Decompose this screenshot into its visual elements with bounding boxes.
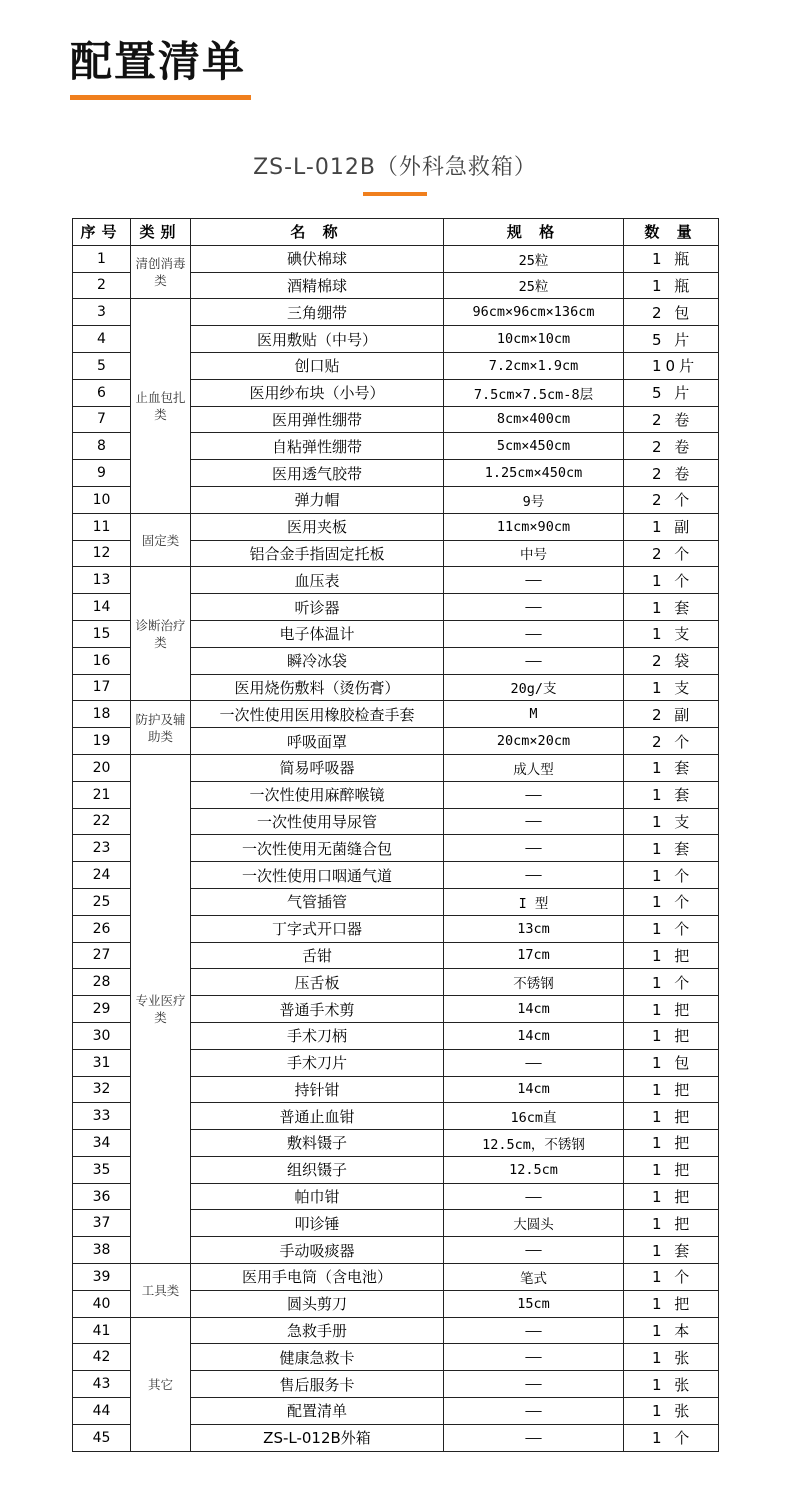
item-quantity: 2 卷 <box>624 433 719 460</box>
category-cell: 清创消毒类 <box>131 245 191 299</box>
row-number: 30 <box>73 1022 131 1049</box>
row-number: 44 <box>73 1398 131 1425</box>
table-row <box>73 754 719 781</box>
item-quantity: 1 把 <box>624 1183 719 1210</box>
row-number: 5 <box>73 352 131 379</box>
product-subtitle: ZS-L-012B（外科急救箱） <box>253 155 537 180</box>
item-spec: 中号 <box>444 540 624 567</box>
item-name: 手动吸痰器 <box>191 1237 444 1264</box>
row-number: 35 <box>73 1156 131 1183</box>
row-number: 26 <box>73 915 131 942</box>
item-spec: 17cm <box>444 942 624 969</box>
item-name: 铝合金手指固定托板 <box>191 540 444 567</box>
row-number: 25 <box>73 888 131 915</box>
item-name: 呼吸面罩 <box>191 728 444 755</box>
item-quantity: 2 包 <box>624 299 719 326</box>
item-quantity: 1 张 <box>624 1398 719 1425</box>
item-quantity: 1 把 <box>624 1210 719 1237</box>
item-name: 手术刀柄 <box>191 1022 444 1049</box>
item-quantity: 2 副 <box>624 701 719 728</box>
row-number: 31 <box>73 1049 131 1076</box>
item-spec: —— <box>444 1371 624 1398</box>
row-number: 43 <box>73 1371 131 1398</box>
row-number: 40 <box>73 1290 131 1317</box>
item-quantity: 2 袋 <box>624 647 719 674</box>
item-name: 普通止血钳 <box>191 1103 444 1130</box>
row-number: 39 <box>73 1264 131 1291</box>
table-row <box>73 1264 719 1291</box>
item-name: 一次性使用麻醉喉镜 <box>191 781 444 808</box>
item-spec: —— <box>444 781 624 808</box>
item-quantity: 1 支 <box>624 620 719 647</box>
item-quantity: 1 张 <box>624 1371 719 1398</box>
category-cell: 固定类 <box>131 513 191 567</box>
table-row <box>73 567 719 594</box>
row-number: 16 <box>73 647 131 674</box>
item-name: 弹力帽 <box>191 486 444 513</box>
row-number: 11 <box>73 513 131 540</box>
item-name: 叩诊锤 <box>191 1210 444 1237</box>
row-number: 24 <box>73 862 131 889</box>
category-cell: 防护及辅助类 <box>131 701 191 755</box>
item-quantity: 1 副 <box>624 513 719 540</box>
row-number: 9 <box>73 460 131 487</box>
item-name: 简易呼吸器 <box>191 754 444 781</box>
item-name: 医用纱布块（小号） <box>191 379 444 406</box>
item-spec: —— <box>444 647 624 674</box>
item-name: 急救手册 <box>191 1317 444 1344</box>
row-number: 29 <box>73 996 131 1023</box>
item-spec: 13cm <box>444 915 624 942</box>
item-quantity: 1 瓶 <box>624 272 719 299</box>
item-spec: 15cm <box>444 1290 624 1317</box>
title-underline <box>70 95 251 100</box>
row-number: 41 <box>73 1317 131 1344</box>
item-spec: 5cm×450cm <box>444 433 624 460</box>
item-quantity: 1 个 <box>624 969 719 996</box>
item-spec: 笔式 <box>444 1264 624 1291</box>
row-number: 42 <box>73 1344 131 1371</box>
item-quantity: 1 把 <box>624 1156 719 1183</box>
item-quantity: 1 把 <box>624 1130 719 1157</box>
item-spec: 25粒 <box>444 245 624 272</box>
row-number: 6 <box>73 379 131 406</box>
item-name: 健康急救卡 <box>191 1344 444 1371</box>
row-number: 27 <box>73 942 131 969</box>
row-number: 3 <box>73 299 131 326</box>
item-quantity: 1 个 <box>624 1424 719 1451</box>
category-cell: 止血包扎类 <box>131 299 191 513</box>
item-quantity: 1 本 <box>624 1317 719 1344</box>
row-number: 33 <box>73 1103 131 1130</box>
row-number: 10 <box>73 486 131 513</box>
item-quantity: 1 瓶 <box>624 245 719 272</box>
item-spec: —— <box>444 835 624 862</box>
category-cell: 工具类 <box>131 1264 191 1318</box>
item-spec: 14cm <box>444 1022 624 1049</box>
item-spec: 不锈钢 <box>444 969 624 996</box>
item-name: 血压表 <box>191 567 444 594</box>
item-spec: 12.5cm，不锈钢 <box>444 1130 624 1157</box>
item-quantity: 1 把 <box>624 1076 719 1103</box>
item-spec: 20g/支 <box>444 674 624 701</box>
item-quantity: 2 卷 <box>624 406 719 433</box>
item-name: 持针钳 <box>191 1076 444 1103</box>
row-number: 4 <box>73 326 131 353</box>
item-name: 一次性使用无菌缝合包 <box>191 835 444 862</box>
item-spec: 11cm×90cm <box>444 513 624 540</box>
row-number: 2 <box>73 272 131 299</box>
item-quantity: 5 片 <box>624 326 719 353</box>
row-number: 19 <box>73 728 131 755</box>
item-spec: —— <box>444 808 624 835</box>
item-quantity: 1 个 <box>624 1264 719 1291</box>
table-row <box>73 701 719 728</box>
item-name: 一次性使用口咽通气道 <box>191 862 444 889</box>
configuration-table <box>72 218 719 1452</box>
item-spec: 1.25cm×450cm <box>444 460 624 487</box>
row-number: 20 <box>73 754 131 781</box>
table-row <box>73 513 719 540</box>
item-spec: 9号 <box>444 486 624 513</box>
category-cell: 其它 <box>131 1317 191 1451</box>
item-quantity: 1 把 <box>624 996 719 1023</box>
category-cell: 专业医疗类 <box>131 754 191 1263</box>
item-spec: —— <box>444 1398 624 1425</box>
item-name: 电子体温计 <box>191 620 444 647</box>
page-title: 配置清单 <box>70 37 247 86</box>
item-name: 一次性使用医用橡胶检查手套 <box>191 701 444 728</box>
item-quantity: 1 个 <box>624 915 719 942</box>
row-number: 15 <box>73 620 131 647</box>
row-number: 14 <box>73 594 131 621</box>
item-spec: —— <box>444 567 624 594</box>
item-spec: —— <box>444 620 624 647</box>
item-spec: 20cm×20cm <box>444 728 624 755</box>
item-spec: 12.5cm <box>444 1156 624 1183</box>
row-number: 1 <box>73 245 131 272</box>
item-quantity: 1 把 <box>624 1103 719 1130</box>
column-header-quantity: 数 量 <box>624 219 719 246</box>
row-number: 37 <box>73 1210 131 1237</box>
row-number: 22 <box>73 808 131 835</box>
item-spec: —— <box>444 1344 624 1371</box>
item-name: 瞬冷冰袋 <box>191 647 444 674</box>
item-quantity: 1 把 <box>624 942 719 969</box>
item-spec: —— <box>444 594 624 621</box>
item-name: 医用敷贴（中号） <box>191 326 444 353</box>
item-spec: 8cm×400cm <box>444 406 624 433</box>
item-quantity: 1 套 <box>624 835 719 862</box>
row-number: 12 <box>73 540 131 567</box>
item-spec: —— <box>444 1424 624 1451</box>
item-name: 酒精棉球 <box>191 272 444 299</box>
row-number: 45 <box>73 1424 131 1451</box>
table-row <box>73 245 719 272</box>
item-spec: 16cm直 <box>444 1103 624 1130</box>
row-number: 21 <box>73 781 131 808</box>
table-header-row <box>73 219 719 246</box>
item-name: 创口贴 <box>191 352 444 379</box>
item-quantity: 1 套 <box>624 781 719 808</box>
item-spec: 14cm <box>444 1076 624 1103</box>
column-header-no: 序号 <box>73 219 131 246</box>
column-header-name: 名 称 <box>191 219 444 246</box>
item-name: 敷料镊子 <box>191 1130 444 1157</box>
category-cell: 诊断治疗类 <box>131 567 191 701</box>
item-spec: 10cm×10cm <box>444 326 624 353</box>
item-spec: 25粒 <box>444 272 624 299</box>
row-number: 7 <box>73 406 131 433</box>
table-row <box>73 299 719 326</box>
item-quantity: 1 个 <box>624 888 719 915</box>
item-quantity: 1 把 <box>624 1290 719 1317</box>
row-number: 13 <box>73 567 131 594</box>
item-name: 配置清单 <box>191 1398 444 1425</box>
table-body <box>73 245 719 1451</box>
item-name: 一次性使用导尿管 <box>191 808 444 835</box>
item-quantity: 1 张 <box>624 1344 719 1371</box>
item-spec: —— <box>444 862 624 889</box>
item-name: 医用手电筒（含电池） <box>191 1264 444 1291</box>
item-name: 普通手术剪 <box>191 996 444 1023</box>
item-spec: 大圆头 <box>444 1210 624 1237</box>
item-spec: 7.2cm×1.9cm <box>444 352 624 379</box>
item-spec: —— <box>444 1183 624 1210</box>
item-name: 圆头剪刀 <box>191 1290 444 1317</box>
item-quantity: 2 个 <box>624 540 719 567</box>
item-quantity: 5 片 <box>624 379 719 406</box>
item-quantity: 10片 <box>624 352 719 379</box>
item-quantity: 1 套 <box>624 594 719 621</box>
item-name: ZS-L-012B外箱 <box>191 1424 444 1451</box>
item-spec: —— <box>444 1317 624 1344</box>
item-name: 医用烧伤敷料（烫伤膏） <box>191 674 444 701</box>
item-spec: I 型 <box>444 888 624 915</box>
item-name: 气管插管 <box>191 888 444 915</box>
item-spec: —— <box>444 1237 624 1264</box>
item-name: 三角绷带 <box>191 299 444 326</box>
item-spec: M <box>444 701 624 728</box>
column-header-category: 类别 <box>131 219 191 246</box>
item-name: 医用透气胶带 <box>191 460 444 487</box>
item-spec: 7.5cm×7.5cm-8层 <box>444 379 624 406</box>
item-name: 压舌板 <box>191 969 444 996</box>
item-name: 医用夹板 <box>191 513 444 540</box>
item-spec: 14cm <box>444 996 624 1023</box>
item-spec: —— <box>444 1049 624 1076</box>
item-name: 手术刀片 <box>191 1049 444 1076</box>
item-quantity: 1 把 <box>624 1022 719 1049</box>
item-quantity: 1 个 <box>624 862 719 889</box>
row-number: 23 <box>73 835 131 862</box>
item-quantity: 1 支 <box>624 674 719 701</box>
item-quantity: 1 支 <box>624 808 719 835</box>
row-number: 38 <box>73 1237 131 1264</box>
item-quantity: 2 个 <box>624 486 719 513</box>
item-quantity: 1 套 <box>624 754 719 781</box>
row-number: 18 <box>73 701 131 728</box>
item-name: 自粘弹性绷带 <box>191 433 444 460</box>
item-name: 组织镊子 <box>191 1156 444 1183</box>
item-quantity: 2 个 <box>624 728 719 755</box>
item-quantity: 1 包 <box>624 1049 719 1076</box>
item-name: 碘伏棉球 <box>191 245 444 272</box>
item-name: 舌钳 <box>191 942 444 969</box>
row-number: 36 <box>73 1183 131 1210</box>
column-header-spec: 规 格 <box>444 219 624 246</box>
item-quantity: 1 套 <box>624 1237 719 1264</box>
item-name: 帕巾钳 <box>191 1183 444 1210</box>
item-name: 听诊器 <box>191 594 444 621</box>
item-name: 售后服务卡 <box>191 1371 444 1398</box>
item-name: 丁字式开口器 <box>191 915 444 942</box>
table-row <box>73 1317 719 1344</box>
row-number: 34 <box>73 1130 131 1157</box>
row-number: 8 <box>73 433 131 460</box>
row-number: 28 <box>73 969 131 996</box>
item-quantity: 2 卷 <box>624 460 719 487</box>
item-spec: 成人型 <box>444 754 624 781</box>
row-number: 32 <box>73 1076 131 1103</box>
row-number: 17 <box>73 674 131 701</box>
item-spec: 96cm×96cm×136cm <box>444 299 624 326</box>
subtitle-underline <box>363 192 427 196</box>
item-name: 医用弹性绷带 <box>191 406 444 433</box>
item-quantity: 1 个 <box>624 567 719 594</box>
